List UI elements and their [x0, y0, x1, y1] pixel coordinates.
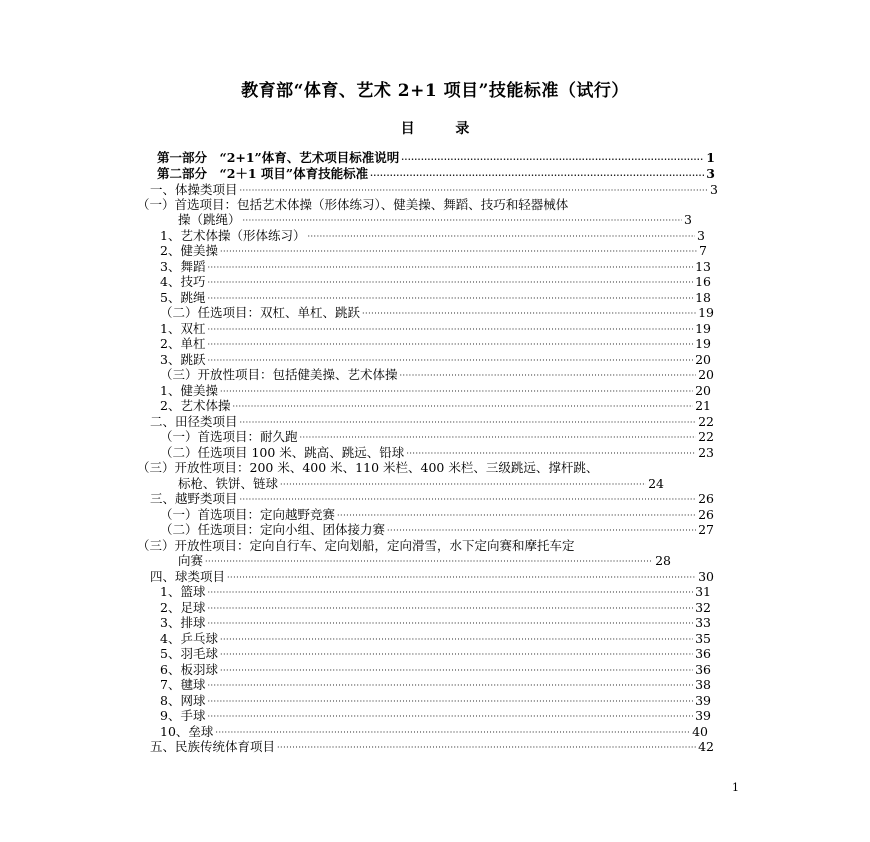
toc-page-number: 35 — [695, 631, 711, 646]
toc-page-number: 31 — [695, 584, 711, 599]
toc-entry[interactable] — [160, 383, 711, 398]
toc-entry[interactable] — [160, 398, 711, 413]
toc-page-number: 42 — [698, 739, 714, 754]
toc-entry-label: 8、网球 — [160, 693, 206, 708]
toc-entry-continuation[interactable] — [178, 553, 671, 568]
toc-page-number: 30 — [698, 569, 714, 584]
toc-dot-leader — [220, 649, 693, 661]
toc-entry-continuation[interactable] — [178, 476, 664, 491]
toc-dot-leader — [220, 665, 693, 677]
toc-entry[interactable] — [160, 429, 714, 444]
toc-entry[interactable] — [160, 631, 711, 646]
toc-page-number: 26 — [698, 491, 714, 506]
toc-entry-label: 1、艺术体操（形体练习） — [160, 228, 306, 243]
toc-entry[interactable] — [160, 584, 711, 599]
toc-dot-leader — [207, 618, 693, 630]
toc-dot-leader — [207, 324, 693, 336]
toc-entry[interactable] — [160, 243, 707, 258]
toc-dot-leader — [207, 711, 693, 723]
toc-entry[interactable] — [150, 739, 714, 754]
toc-dot-leader — [280, 479, 646, 491]
toc-dot-leader — [207, 355, 693, 367]
toc-dot-leader — [300, 432, 697, 444]
toc-entry[interactable] — [160, 305, 714, 320]
toc-dot-leader — [277, 742, 696, 754]
toc-dot-leader — [215, 727, 690, 739]
page-number: 1 — [732, 781, 739, 794]
toc-entry[interactable] — [160, 321, 711, 336]
toc-entry-label: 1、双杠 — [160, 321, 206, 336]
toc-dot-leader — [232, 401, 693, 413]
toc-dot-leader — [207, 603, 693, 615]
toc-entry-label: 标枪、铁饼、链球 — [178, 476, 279, 491]
toc-entry-label: 5、羽毛球 — [160, 646, 218, 661]
toc-entry-label: 第一部分 “2+1”体育、艺术项目标准说明 — [157, 150, 400, 165]
toc-dot-leader — [207, 262, 693, 274]
toc-entry[interactable] — [150, 182, 718, 197]
toc-entry-label: 2、单杠 — [160, 336, 206, 351]
toc-entry[interactable] — [137, 197, 742, 212]
toc-entry[interactable] — [160, 646, 711, 661]
toc-entry-label: （三）开放性项目：200 米、400 米、110 米栏、400 米栏、三级跳远、撑杆跳、 — [137, 460, 599, 475]
toc-dot-leader — [220, 386, 693, 398]
toc-entry-label: 2、健美操 — [160, 243, 218, 258]
toc-entry-label: 五、民族传统体育项目 — [150, 739, 276, 754]
toc-entry-label: 二、田径类项目 — [150, 414, 238, 429]
toc-page-number: 19 — [695, 321, 711, 336]
toc-page-number: 39 — [695, 708, 711, 723]
toc-entry-label: 9、手球 — [160, 708, 206, 723]
toc-entry-label: 向赛 — [178, 553, 204, 568]
toc-page-number: 22 — [698, 429, 714, 444]
toc-entry-label: 3、跳跃 — [160, 352, 206, 367]
toc-entry[interactable] — [160, 352, 711, 367]
toc-dot-leader — [207, 587, 693, 599]
toc-entry-label: 4、技巧 — [160, 274, 206, 289]
toc-dot-leader — [207, 680, 693, 692]
toc-entry[interactable] — [137, 460, 742, 475]
toc-entry[interactable] — [160, 336, 711, 351]
toc-dot-leader — [207, 696, 693, 708]
toc-page-number: 23 — [698, 445, 714, 460]
toc-page-number: 21 — [695, 398, 711, 413]
toc-page-number: 3 — [710, 182, 718, 197]
toc-page-number: 20 — [695, 352, 711, 367]
toc-page-number: 39 — [695, 693, 711, 708]
toc-entry[interactable] — [160, 259, 711, 274]
toc-dot-leader — [387, 525, 696, 537]
toc-page-number: 20 — [698, 367, 714, 382]
toc-entry-label: 第二部分 “2＋1 项目”体育技能标准 — [157, 166, 369, 181]
toc-page-number: 19 — [695, 336, 711, 351]
toc-entry-label: 6、板羽球 — [160, 662, 218, 677]
toc-page-number: 24 — [648, 476, 664, 491]
toc-entry[interactable] — [160, 693, 711, 708]
toc-entry[interactable] — [157, 150, 715, 165]
toc-entry-label: 一、体操类项目 — [150, 182, 238, 197]
toc-page-number: 27 — [698, 522, 714, 537]
toc-entry[interactable] — [160, 677, 711, 692]
toc-entry-label: （二）任选项目：双杠、单杠、跳跃 — [160, 305, 361, 320]
toc-entry[interactable] — [160, 228, 705, 243]
toc-page-number: 26 — [698, 507, 714, 522]
toc-entry-label: 7、毽球 — [160, 677, 206, 692]
toc-entry[interactable] — [157, 166, 715, 181]
toc-dot-leader — [243, 215, 683, 227]
toc-entry-label: （二）任选项目：定向小组、团体接力赛 — [160, 522, 386, 537]
toc-page-number: 16 — [695, 274, 711, 289]
toc-entry[interactable] — [160, 367, 714, 382]
toc-entry[interactable] — [160, 290, 711, 305]
toc-page-number: 19 — [698, 305, 714, 320]
toc-entry-label: 3、舞蹈 — [160, 259, 206, 274]
toc-page-number: 3 — [706, 166, 715, 181]
toc-entry-label: 四、球类项目 — [150, 569, 226, 584]
toc-entry[interactable] — [150, 414, 714, 429]
toc-page-number: 40 — [692, 724, 708, 739]
toc-entry-label: （一）首选项目：定向越野竞赛 — [160, 507, 336, 522]
toc-entry-label: （一）首选项目：耐久跑 — [160, 429, 298, 444]
toc-dot-leader — [406, 448, 696, 460]
toc-entry[interactable] — [150, 569, 714, 584]
toc-entry[interactable] — [160, 522, 714, 537]
toc-dot-leader — [307, 231, 695, 243]
toc-entry[interactable] — [160, 708, 711, 723]
toc-dot-leader — [337, 510, 696, 522]
toc-page-number: 7 — [699, 243, 707, 258]
toc-entry-continuation[interactable] — [178, 212, 692, 227]
toc-heading: 目 录 — [400, 121, 470, 137]
toc-dot-leader — [207, 277, 693, 289]
toc-page-number: 33 — [695, 615, 711, 630]
toc-page-number: 38 — [695, 677, 711, 692]
toc-dot-leader — [220, 246, 697, 258]
toc-dot-leader — [362, 308, 696, 320]
toc-entry-label: （三）开放性项目：包括健美操、艺术体操 — [160, 367, 398, 382]
toc-entry-label: 1、健美操 — [160, 383, 218, 398]
toc-entry[interactable] — [160, 615, 711, 630]
toc-entry-label: 10、垒球 — [160, 724, 214, 739]
toc-page-number: 13 — [695, 259, 711, 274]
toc-entry-label: （三）开放性项目：定向自行车、定向划船，定向滑雪，水下定向赛和摩托车定 — [137, 538, 575, 553]
toc-entry[interactable] — [150, 491, 714, 506]
toc-entry-label: 4、乒乓球 — [160, 631, 218, 646]
toc-entry[interactable] — [160, 507, 714, 522]
toc-entry-label: 2、艺术体操 — [160, 398, 231, 413]
toc-entry-label: 1、篮球 — [160, 584, 206, 599]
toc-dot-leader — [370, 169, 704, 181]
toc-page-number: 3 — [697, 228, 705, 243]
toc-page-number: 22 — [698, 414, 714, 429]
toc-entry-label: 2、足球 — [160, 600, 206, 615]
toc-entry-label: 三、越野类项目 — [150, 491, 238, 506]
toc-entry[interactable] — [160, 662, 711, 677]
toc-dot-leader — [220, 634, 693, 646]
toc-entry-label: 操（跳绳） — [178, 212, 241, 227]
toc-dot-leader — [400, 370, 697, 382]
toc-dot-leader — [401, 153, 704, 165]
toc-entry[interactable] — [137, 538, 742, 553]
toc-entry-label: 5、跳绳 — [160, 290, 206, 305]
toc-page-number: 20 — [695, 383, 711, 398]
toc-dot-leader — [227, 572, 696, 584]
toc-entry-label: （一）首选项目：包括艺术体操（形体练习）、健美操、舞蹈、技巧和轻器械体 — [137, 197, 569, 212]
toc-dot-leader — [205, 556, 653, 568]
toc-entry[interactable] — [160, 724, 708, 739]
document-title: 教育部“体育、艺术 2+1 项目”技能标准（试行） — [241, 81, 629, 101]
toc-entry[interactable] — [160, 274, 711, 289]
toc-entry[interactable] — [160, 445, 714, 460]
toc-page-number: 36 — [695, 662, 711, 677]
toc-entry-label: （二）任选项目 100 米、跳高、跳远、铅球 — [160, 445, 405, 460]
toc-page-number: 32 — [695, 600, 711, 615]
toc-dot-leader — [240, 417, 697, 429]
toc-page-number: 1 — [706, 150, 715, 165]
toc-page-number: 36 — [695, 646, 711, 661]
toc-dot-leader — [240, 185, 709, 197]
toc-page-number: 28 — [655, 553, 671, 568]
toc-dot-leader — [207, 339, 693, 351]
toc-entry-label: 3、排球 — [160, 615, 206, 630]
toc-page-number: 18 — [695, 290, 711, 305]
toc-page-number: 3 — [684, 212, 692, 227]
toc-entry[interactable] — [160, 600, 711, 615]
toc-dot-leader — [207, 293, 693, 305]
toc-dot-leader — [240, 494, 697, 506]
